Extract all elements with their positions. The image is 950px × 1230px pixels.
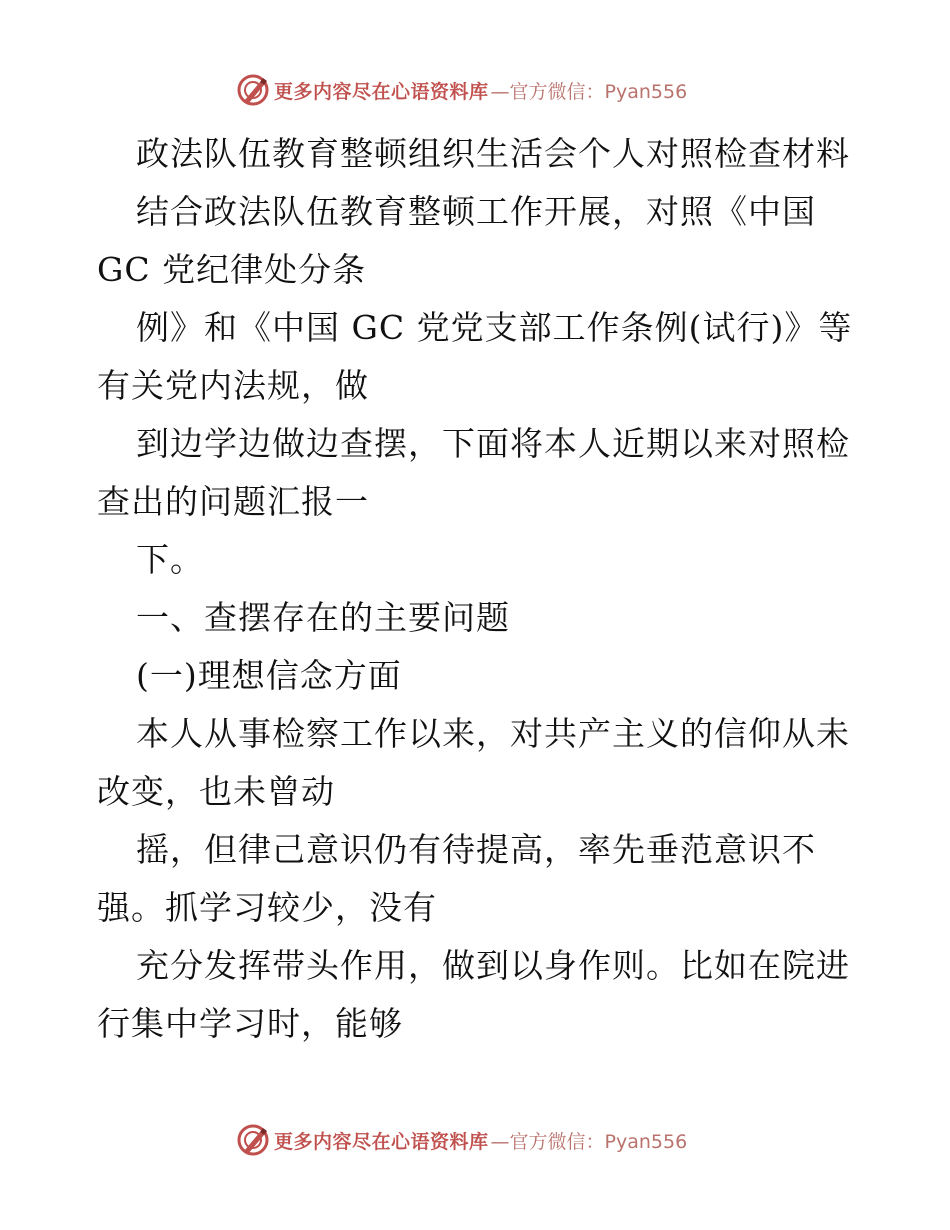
- paragraph-line: 下。: [136, 540, 204, 579]
- document-body: [97, 125, 857, 1053]
- watermark-contact: —官方微信：Pyan556: [490, 1130, 688, 1153]
- paragraph-line: 查出的问题汇报一: [97, 482, 369, 521]
- paragraph-line: 结合政法队伍教育整顿工作开展，对照《中国: [136, 192, 816, 231]
- paragraph-line: GC 党纪律处分条: [97, 250, 367, 289]
- paragraph-line: 强。抓学习较少，没有: [97, 888, 437, 927]
- footer-watermark: [236, 1122, 687, 1158]
- pen-logo-icon: [236, 73, 270, 107]
- paragraph-line: 改变，也未曾动: [97, 772, 335, 811]
- paragraph-line: 到边学边做边查摆，下面将本人近期以来对照检: [136, 424, 850, 463]
- paragraph-line: 行集中学习时，能够: [97, 1004, 403, 1043]
- watermark-text: 更多内容尽在心语资料库: [274, 80, 489, 103]
- paragraph-line: 本人从事检察工作以来，对共产主义的信仰从未: [136, 714, 850, 753]
- document-title: 政法队伍教育整顿组织生活会个人对照检查材料: [136, 134, 850, 173]
- paragraph-line: 例》和《中国 GC 党党支部工作条例(试行)》等: [136, 308, 853, 347]
- paragraph-line: 有关党内法规，做: [97, 366, 369, 405]
- paragraph-line: 充分发挥带头作用，做到以身作则。比如在院进: [136, 946, 850, 985]
- subsection-heading: (一)理想信念方面: [136, 656, 402, 695]
- header-watermark: [236, 72, 687, 108]
- paragraph-line: 摇，但律己意识仍有待提高，率先垂范意识不: [136, 830, 816, 869]
- pen-logo-icon: [236, 1123, 270, 1157]
- watermark-text: 更多内容尽在心语资料库: [274, 1130, 489, 1153]
- watermark-contact: —官方微信：Pyan556: [490, 80, 688, 103]
- section-heading: 一、查摆存在的主要问题: [136, 598, 510, 637]
